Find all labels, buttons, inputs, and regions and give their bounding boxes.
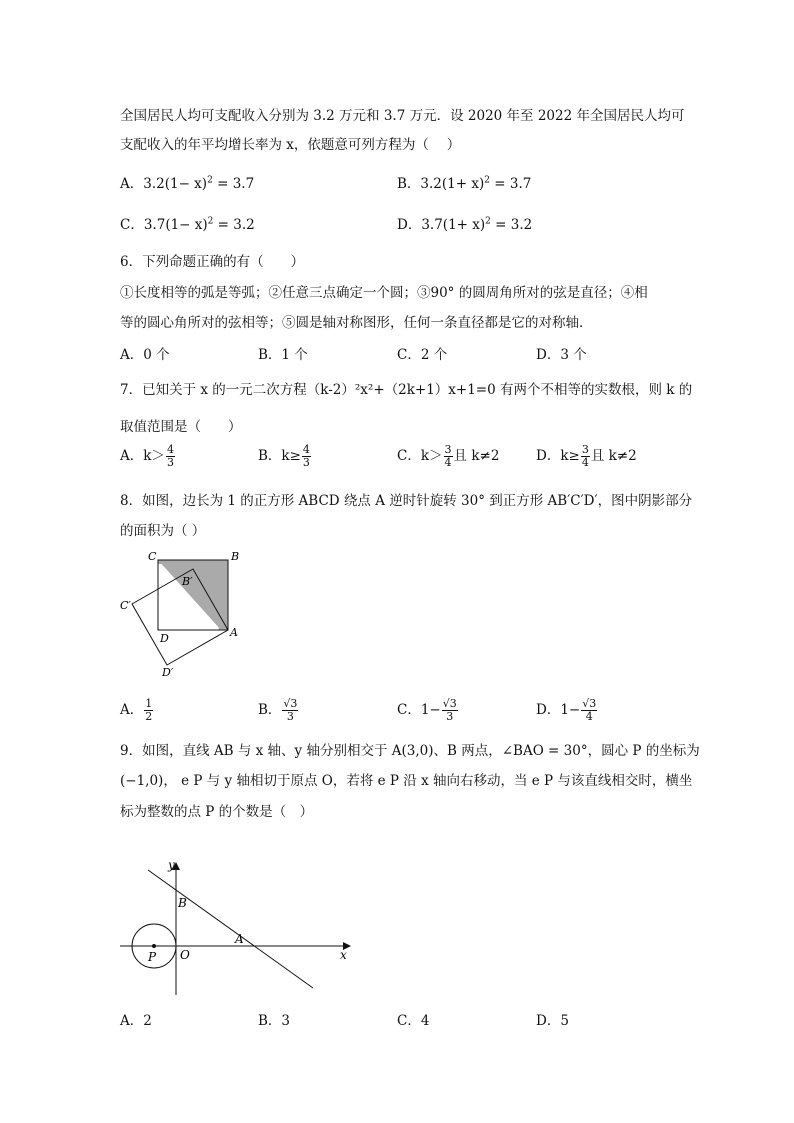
fraction: $\frac{3}{4}$ xyxy=(581,443,589,469)
q5-text-line2: 支配收入的年平均增长率为 x，依题意可列方程为（ ） xyxy=(120,137,461,153)
q6-title: 6．下列命题正确的有（ ） xyxy=(120,254,305,270)
fraction: $\frac{1}{2}$ xyxy=(145,697,153,723)
q8-option-b[interactable]: B． $\frac{√3}{3}$ xyxy=(258,697,298,723)
q8-text-line1: 8．如图，边长为 1 的正方形 ABCD 绕点 A 逆时针旋转 30° 到正方形 AB′C′D′，图中阴影部分 xyxy=(120,493,693,509)
label-x: x xyxy=(340,948,347,962)
fraction: $\frac{√3}{3}$ xyxy=(442,697,457,723)
label-a: A xyxy=(230,626,238,639)
label-d: D xyxy=(160,632,169,645)
fraction: $\frac{3}{4}$ xyxy=(444,443,452,469)
q6-option-b[interactable]: B．1 个 xyxy=(258,347,308,363)
q8-text-line2: 的面积为（ ） xyxy=(120,523,206,539)
q9-text-line2: (−1,0)， e P 与 y 轴相切于原点 O，若将 e P 沿 x 轴向右移动，当 e P 与该直线相交时，横坐 xyxy=(120,773,693,789)
label-y: y xyxy=(168,858,175,872)
q8-option-d[interactable]: D．1− $\frac{√3}{4}$ xyxy=(536,697,597,723)
q6-text-line2: 等的圆心角所对的弦相等；⑤圆是轴对称图形，任何一条直径都是它的对称轴． xyxy=(120,315,593,331)
q8-option-a[interactable]: A． $\frac{1}{2}$ xyxy=(120,697,153,723)
q5-option-b[interactable]: B．$3.2(1+ x)^2 = 3.7$ xyxy=(397,175,532,192)
option-label: C． xyxy=(120,217,144,233)
line-ab xyxy=(148,870,313,988)
q7-option-a[interactable]: A．k＞ $\frac{4}{3}$ xyxy=(120,443,174,469)
fraction: $\frac{4}{3}$ xyxy=(166,443,174,469)
q9-option-c[interactable]: C．4 xyxy=(397,1013,430,1029)
q5-text-line1: 全国居民人均可支配收入分别为 3.2 万元和 3.7 万元．设 2020 年至 2022 年全国居民人均可 xyxy=(120,108,685,124)
q6-option-d[interactable]: D．3 个 xyxy=(536,347,587,363)
q9-text-line3: 标为整数的点 P 的个数是（ ） xyxy=(120,804,314,820)
q8-figure xyxy=(110,545,250,685)
label-c: C xyxy=(148,550,157,563)
label-p: P xyxy=(148,950,157,964)
label-d-prime: D′ xyxy=(162,666,174,679)
q8-option-c[interactable]: C．1− $\frac{√3}{3}$ xyxy=(397,697,457,723)
label-o: O xyxy=(180,948,190,962)
q9-option-a[interactable]: A．2 xyxy=(120,1013,152,1029)
shaded-region-2 xyxy=(158,560,228,630)
q7-option-c[interactable]: C．k＞ $\frac{3}{4}$ 且 k≠2 xyxy=(397,443,500,469)
fraction: $\frac{√3}{3}$ xyxy=(283,697,298,723)
label-b: B xyxy=(178,896,187,910)
q7-text-line2: 取值范围是（ ） xyxy=(120,419,242,435)
option-label: B． xyxy=(397,176,421,192)
q5-option-a[interactable]: A．$3.2(1- x)^2 = 3.7$ xyxy=(120,175,255,192)
fraction: $\frac{4}{3}$ xyxy=(302,443,310,469)
label-c-prime: C′ xyxy=(120,599,131,612)
q5-option-c[interactable]: C．$3.7(1- x)^2 = 3.2$ xyxy=(120,216,255,233)
q9-figure xyxy=(110,855,370,1000)
option-label: A． xyxy=(120,176,144,192)
q6-option-c[interactable]: C．2 个 xyxy=(397,347,448,363)
q9-option-d[interactable]: D．5 xyxy=(536,1013,569,1029)
label-b: B xyxy=(231,550,240,563)
q6-text-line1: ①长度相等的弧是等弧；②任意三点确定一个圆；③90° 的圆周角所对的弦是直径；④相 xyxy=(120,285,648,301)
option-label: D． xyxy=(397,217,422,233)
q5-option-d[interactable]: D．$3.7(1+ x)^2 = 3.2$ xyxy=(397,216,533,233)
fraction: $\frac{√3}{4}$ xyxy=(582,697,597,723)
q7-text-line1: 7．已知关于 x 的一元二次方程（k-2）²x²+（2k+1）x+1=0 有两个不相等的实数根，则 k 的 xyxy=(120,382,693,398)
q9-option-b[interactable]: B．3 xyxy=(258,1013,291,1029)
q9-text-line1: 9．如图，直线 AB 与 x 轴、y 轴分别相交于 A(3,0)、B 两点，∠BAO = 30°，圆心 P 的坐标为 xyxy=(120,743,700,759)
label-b-prime: B′ xyxy=(182,575,193,588)
q6-option-a[interactable]: A．0 个 xyxy=(120,347,170,363)
q7-option-d[interactable]: D．k≥ $\frac{3}{4}$ 且 k≠2 xyxy=(536,443,637,469)
label-a: A xyxy=(235,932,244,946)
q7-option-b[interactable]: B．k≥ $\frac{4}{3}$ xyxy=(258,443,310,469)
center-p-dot xyxy=(152,944,156,948)
